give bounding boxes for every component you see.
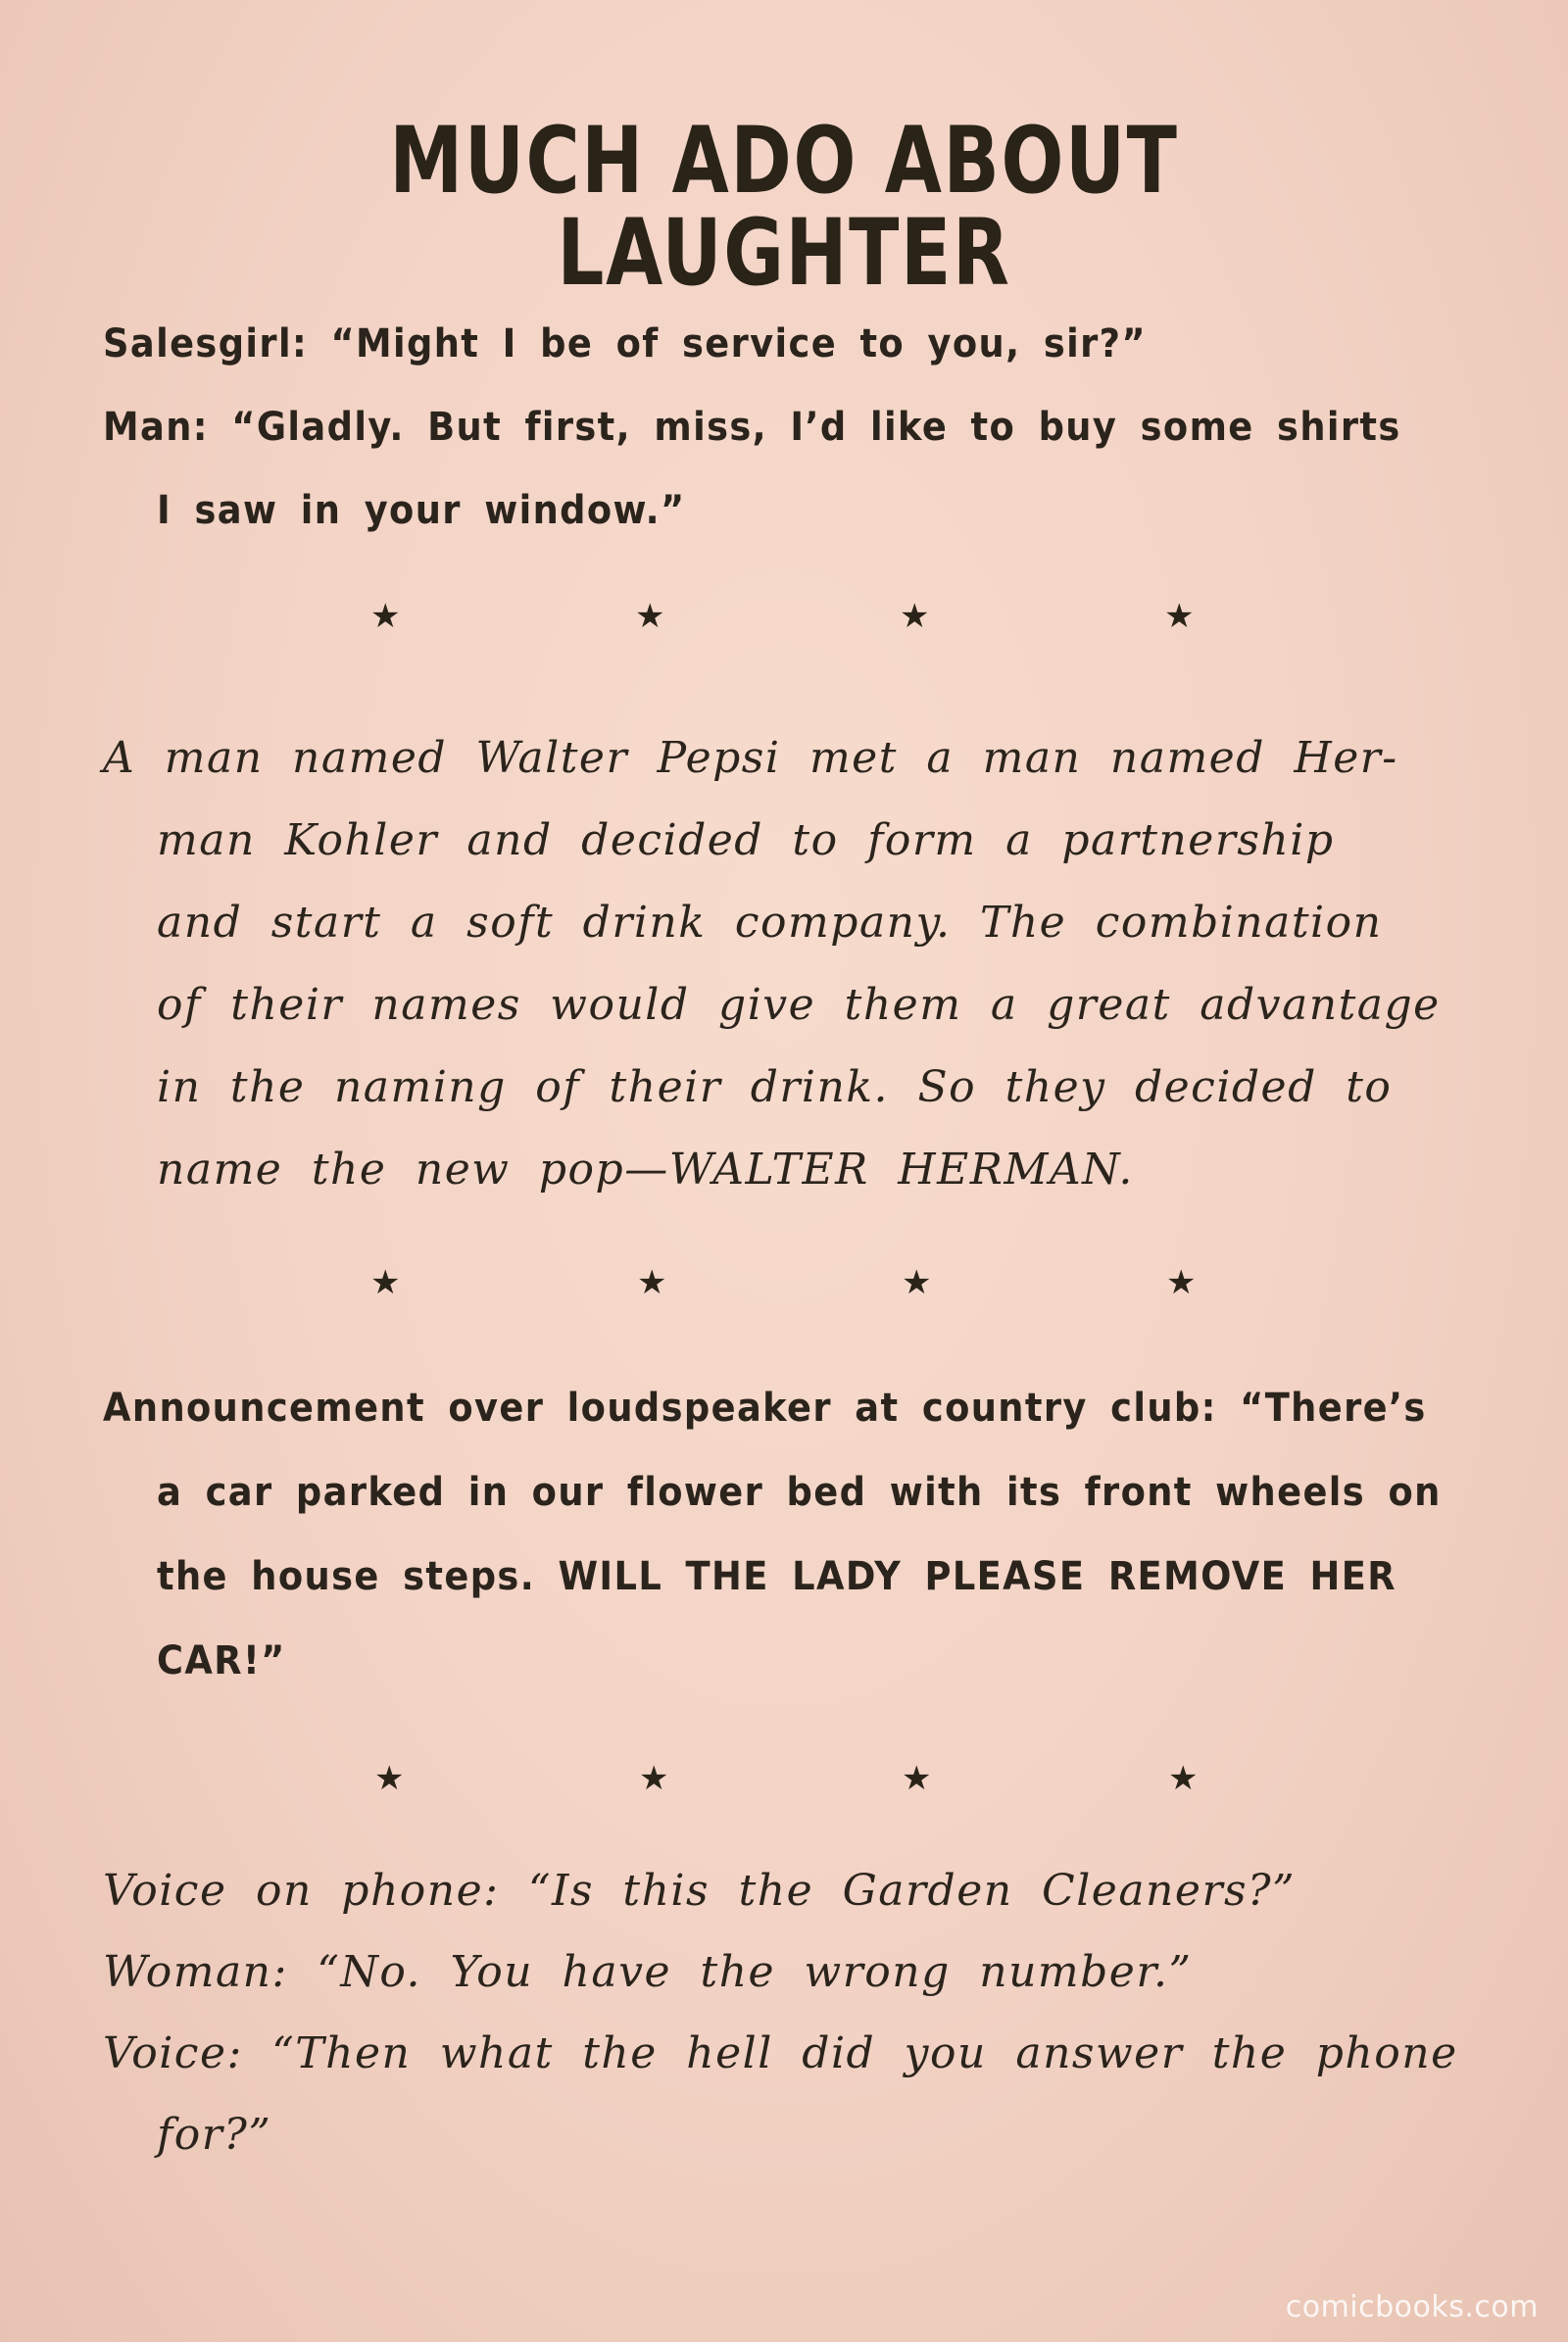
star-icon: ★ bbox=[637, 1263, 667, 1302]
star-icon: ★ bbox=[902, 1759, 932, 1798]
page-title: MUCH ADO ABOUT LAUGHTER bbox=[389, 108, 1179, 307]
joke-line: Voice on phone: “Is this the Garden Cleaners?” bbox=[103, 1866, 1297, 1916]
star-icon: ★ bbox=[370, 1263, 401, 1302]
joke-line: and start a soft drink company. The combination bbox=[157, 898, 1383, 948]
joke-line: I saw in your window.” bbox=[157, 488, 686, 533]
star-icon: ★ bbox=[635, 597, 665, 636]
joke-line: the house steps. WILL THE LADY PLEASE REMOVE HER bbox=[157, 1554, 1396, 1599]
star-icon: ★ bbox=[639, 1759, 669, 1798]
star-icon: ★ bbox=[374, 1759, 405, 1798]
joke-line: Man: “Gladly. But first, miss, I’d like to buy some shirts bbox=[103, 405, 1401, 450]
watermark: comicbooks.com bbox=[1285, 2290, 1539, 2324]
joke-line: A man named Walter Pepsi met a man named Her- bbox=[103, 733, 1398, 783]
star-icon: ★ bbox=[1164, 597, 1195, 636]
star-icon: ★ bbox=[900, 597, 930, 636]
joke-line: name the new pop—WALTER HERMAN. bbox=[157, 1145, 1134, 1195]
joke-line: man Kohler and decided to form a partnership bbox=[157, 815, 1335, 865]
star-separator bbox=[0, 1263, 1568, 1305]
joke-line: Voice: “Then what the hell did you answer the phone bbox=[103, 2028, 1458, 2078]
joke-line: Salesgirl: “Might I be of service to you, sir?” bbox=[103, 321, 1147, 366]
joke-line: in the naming of their drink. So they decided to bbox=[157, 1062, 1393, 1112]
joke-line: Woman: “No. You have the wrong number.” bbox=[103, 1947, 1193, 1997]
star-separator bbox=[0, 1759, 1568, 1801]
star-icon: ★ bbox=[1168, 1759, 1199, 1798]
joke-line: CAR!” bbox=[157, 1638, 286, 1683]
joke-line: a car parked in our flower bed with its front wheels on bbox=[157, 1470, 1442, 1515]
joke-line: Announcement over loudspeaker at country club: “There’s bbox=[103, 1386, 1427, 1431]
star-icon: ★ bbox=[370, 597, 401, 636]
joke-line: for?” bbox=[157, 2110, 272, 2160]
joke-line: of their names would give them a great advantage bbox=[157, 980, 1441, 1030]
star-icon: ★ bbox=[902, 1263, 932, 1302]
star-icon: ★ bbox=[1166, 1263, 1197, 1302]
star-separator bbox=[0, 597, 1568, 639]
